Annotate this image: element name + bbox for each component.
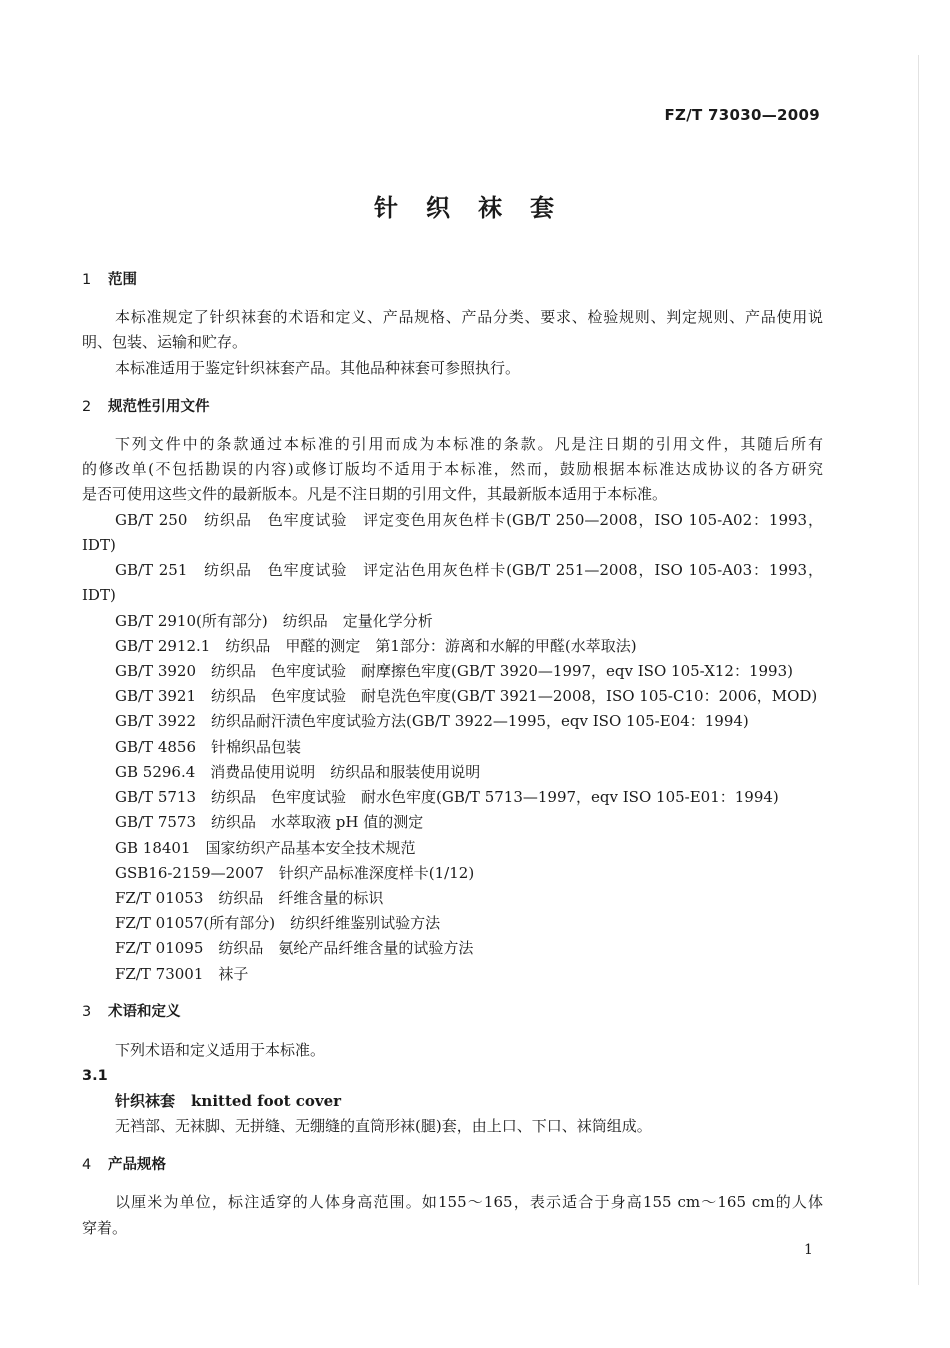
reference-item: GB/T 7573 纺织品 水萃取液 pH 值的测定	[115, 813, 424, 831]
reference-item: GB/T 5713 纺织品 色牢度试验 耐水色牢度(GB/T 5713—1997，eqv ISO 105-E01：1994)	[115, 788, 779, 806]
reference-item: GB/T 4856 针棉织品包装	[115, 738, 302, 756]
section-4-heading	[82, 1155, 166, 1175]
paragraph-line: 是否可使用这些文件的最新版本。凡是不注日期的引用文件，其最新版本适用于本标准。	[82, 485, 668, 503]
term-chinese: 针织袜套	[115, 1092, 176, 1110]
section-2-heading	[82, 397, 210, 417]
paragraph-line: 以厘米为单位，标注适穿的人体身高范围。如155～165，表示适合于身高155 cm～165 cm的人体	[115, 1193, 823, 1211]
reference-item: GB/T 3920 纺织品 色牢度试验 耐摩擦色牢度(GB/T 3920—1997，eqv ISO 105-X12：1993)	[115, 662, 793, 680]
section-number: 1	[82, 272, 92, 288]
term-entry	[115, 1091, 341, 1111]
reference-item: IDT)	[82, 536, 116, 554]
paragraph-line: 明、包装、运输和贮存。	[82, 333, 248, 351]
paragraph-line: 穿着。	[82, 1219, 128, 1237]
reference-item: FZ/T 01057(所有部分) 纺织纤维鉴别试验方法	[115, 914, 441, 932]
standard-code: FZ/T 73030—2009	[664, 106, 820, 124]
reference-item: FZ/T 01053 纺织品 纤维含量的标识	[115, 889, 384, 907]
term-definition: 无裆部、无袜脚、无拼缝、无绷缝的直筒形袜(腿)套，由上口、下口、袜筒组成。	[115, 1117, 652, 1135]
reference-item: FZ/T 73001 袜子	[115, 965, 249, 983]
paragraph-line: 下列文件中的条款通过本标准的引用而成为本标准的条款。凡是注日期的引用文件，其随后所有	[115, 435, 823, 453]
reference-item: FZ/T 01095 纺织品 氨纶产品纤维含量的试验方法	[115, 939, 474, 957]
reference-item: GB/T 251 纺织品 色牢度试验 评定沾色用灰色样卡(GB/T 251—2008，ISO 105-A03：1993，	[115, 561, 823, 579]
reference-item: GB/T 250 纺织品 色牢度试验 评定变色用灰色样卡(GB/T 250—2008，ISO 105-A02：1993，	[115, 511, 823, 529]
scan-edge-line	[918, 55, 919, 1285]
reference-item: GB 18401 国家纺织产品基本安全技术规范	[115, 839, 416, 857]
section-title: 产品规格	[108, 1157, 166, 1173]
paragraph-line: 的修改单(不包括勘误的内容)或修订版均不适用于本标准，然而，鼓励根据本标准达成协议的各方研究	[82, 460, 823, 478]
section-1-heading	[82, 270, 137, 290]
reference-item: GSB16-2159—2007 针织产品标准深度样卡(1/12)	[115, 864, 475, 882]
section-3-heading	[82, 1002, 181, 1022]
section-number: 3	[82, 1004, 92, 1020]
section-number: 4	[82, 1157, 92, 1173]
term-english: knitted foot cover	[191, 1092, 342, 1110]
paragraph-line: 下列术语和定义适用于本标准。	[115, 1041, 326, 1059]
reference-item: GB 5296.4 消费品使用说明 纺织品和服装使用说明	[115, 763, 481, 781]
section-title: 范围	[108, 272, 137, 288]
reference-item: GB/T 2910(所有部分) 纺织品 定量化学分析	[115, 612, 433, 630]
section-title: 术语和定义	[108, 1004, 181, 1020]
reference-item: GB/T 3921 纺织品 色牢度试验 耐皂洗色牢度(GB/T 3921—2008，ISO 105-C10：2006，MOD)	[115, 687, 818, 705]
section-number: 2	[82, 399, 92, 415]
reference-item: GB/T 2912.1 纺织品 甲醛的测定 第1部分：游离和水解的甲醛(水萃取法)	[115, 637, 637, 655]
document-title: 针织袜套	[374, 194, 582, 222]
subsection-number: 3.1	[82, 1068, 108, 1084]
reference-item: IDT)	[82, 586, 116, 604]
paragraph-line: 本标准适用于鉴定针织袜套产品。其他品种袜套可参照执行。	[115, 359, 521, 377]
section-title: 规范性引用文件	[108, 399, 210, 415]
reference-item: GB/T 3922 纺织品耐汗渍色牢度试验方法(GB/T 3922—1995，eqv ISO 105-E04：1994)	[115, 712, 749, 730]
paragraph-line: 本标准规定了针织袜套的术语和定义、产品规格、产品分类、要求、检验规则、判定规则、产品使用说	[115, 308, 823, 326]
page-number: 1	[804, 1242, 813, 1258]
